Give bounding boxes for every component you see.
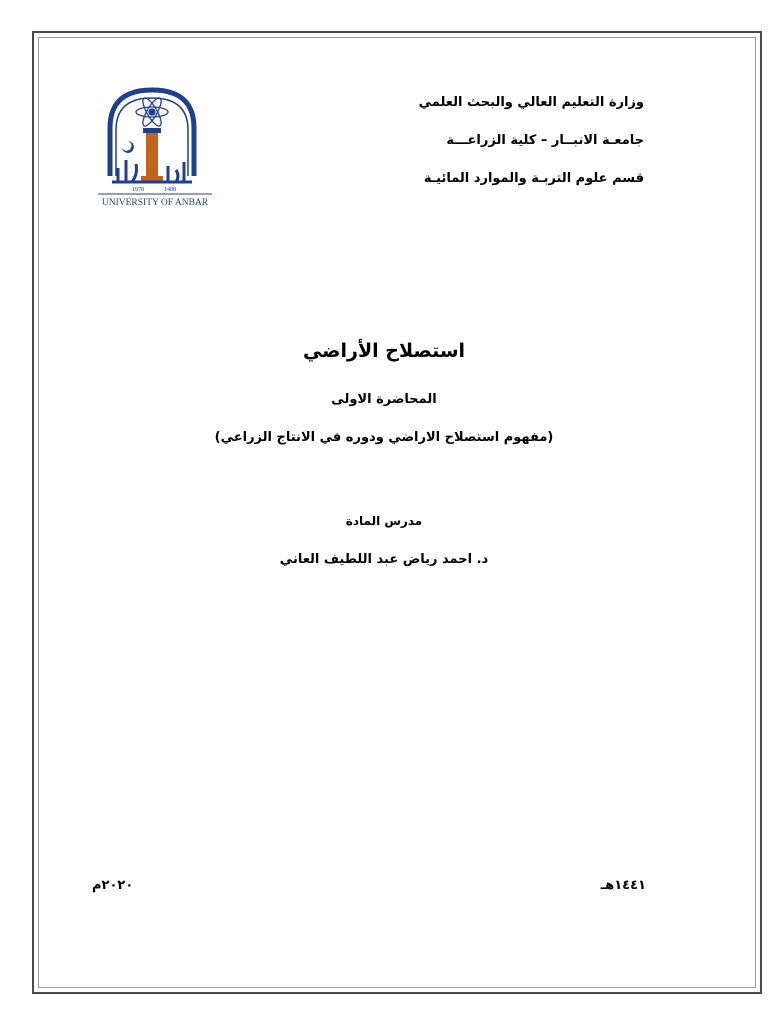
lecture-topic: (مفهوم استصلاح الاراضي ودوره في الانتاج الزراعي) xyxy=(214,430,554,445)
university-line: جامعـة الانبــار – كلية الزراعـــة xyxy=(446,133,644,148)
instructor-name: د. احمد رياض عبد اللطيف العاني xyxy=(279,552,489,567)
ministry-line: وزارة التعليم العالي والبحث العلمي xyxy=(418,95,644,110)
gregorian-date: ٢٠٢٠م xyxy=(92,878,134,893)
logo-english-name: UNIVERSITY OF ANBAR xyxy=(101,198,209,208)
logo-year-gregorian: 1978 xyxy=(132,187,144,193)
instructor-label: مدرس المادة xyxy=(345,514,423,528)
university-logo xyxy=(92,84,218,212)
lecture-number: المحاضرة الاولى xyxy=(331,392,437,407)
header-block xyxy=(419,92,644,206)
logo-year-hijri: 1408 xyxy=(164,187,176,193)
document-title: استصلاح الأراضي xyxy=(302,340,466,362)
department-line: قسم علوم التربـة والموارد المائيـة xyxy=(423,171,644,186)
hijri-date: ١٤٤١هـ xyxy=(600,878,646,893)
